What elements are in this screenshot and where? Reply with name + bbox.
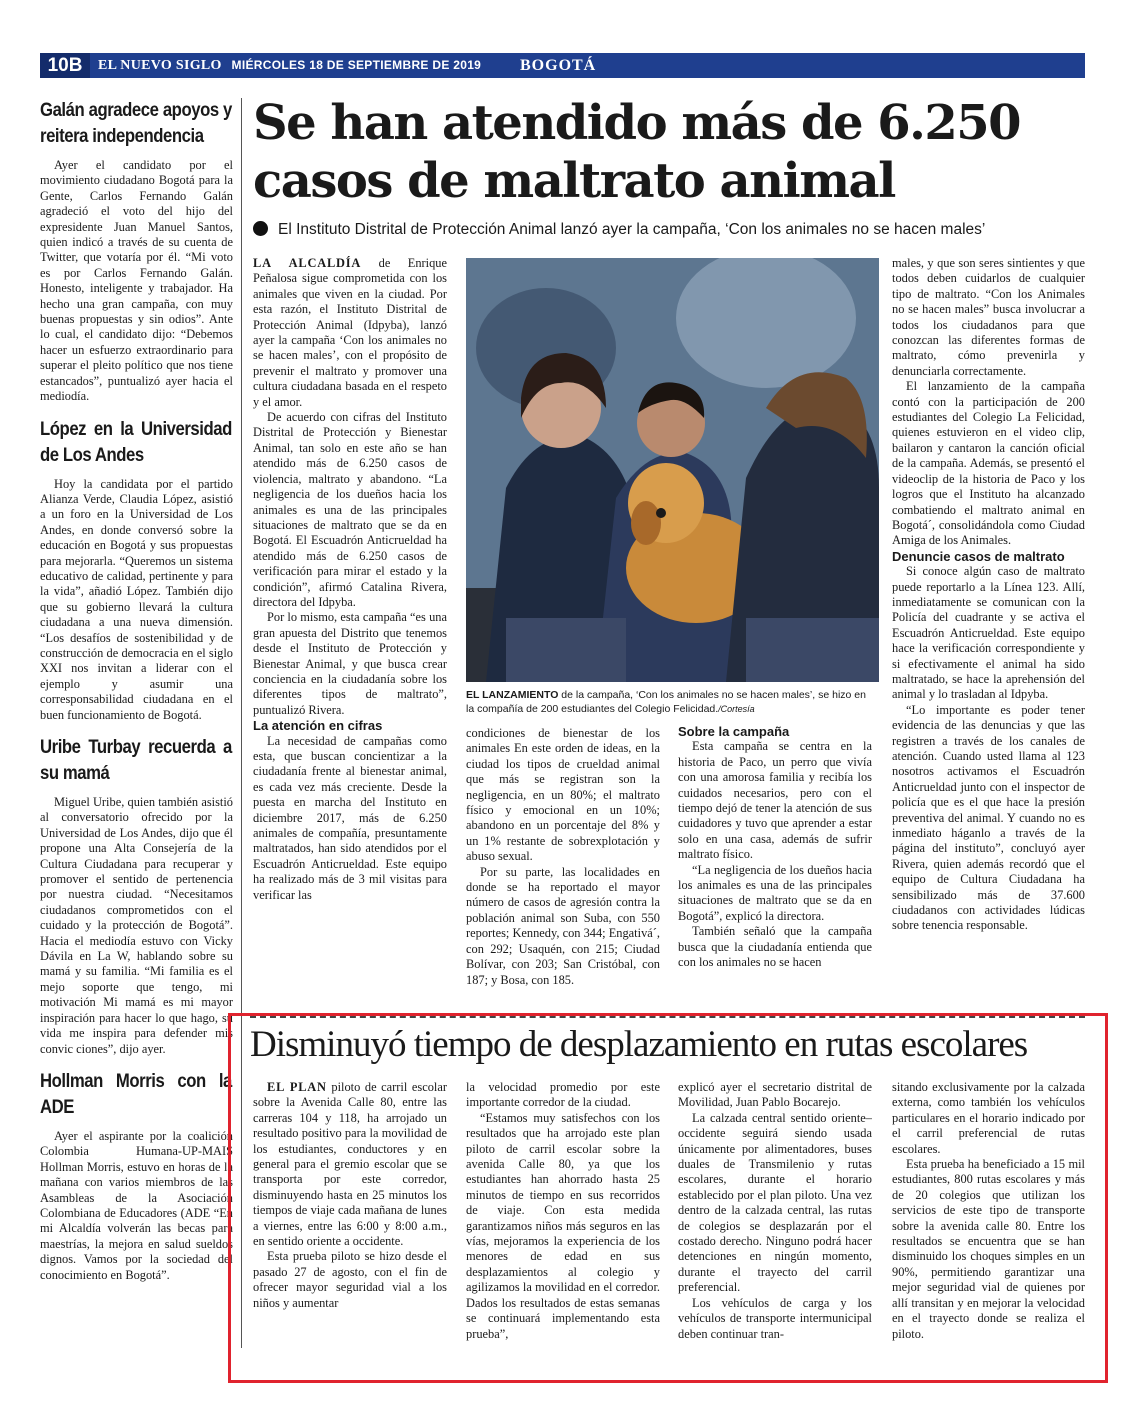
main-column-2 bbox=[466, 726, 660, 1008]
brief-title: Uribe Turbay recuerda a su mamá bbox=[40, 737, 232, 784]
main-column-3 bbox=[678, 720, 872, 1008]
main-headline: Se han atendido más de 6.250 casos de maltrato animal bbox=[253, 95, 1021, 209]
bullet-icon bbox=[253, 221, 268, 236]
newspaper-name: EL NUEVO SIGLO bbox=[98, 58, 222, 73]
paragraph: “Estamos muy satisfechos con los resultados que ha arrojado este plan piloto de carril escolar sobre la avenida Calle 80, ya que los estudiantes han ahorrado hasta 25 minutos de tiempo en sus recorridos de viaje. Con esta medida garantizamos niños más seguros en las vías, mejoramos la experiencia de los menores de edad en sus desplazamientos al colegio y agilizamos la movilidad en el corredor. Dados los resultados de estas semanas se continuará implementando esta prueba”, bbox=[466, 1110, 660, 1341]
brief-uribe bbox=[40, 735, 233, 1057]
paragraph: De acuerdo con cifras del Instituto Distrital de Protección y Bienestar Animal, tan solo en este año se han atendido más de 6.250 casos de violencia, maltrato y abandono. “La negligencia de los dueños hacia los animales es una de las principales situaciones de maltrato que se da en Bogotá. El Escuadrón Anticrueldad ha atendido más de 6.250 casos de verificación para mirar el estado y la condición”, afirmó Catalina Rivera, directora del Idpyba. bbox=[253, 410, 447, 609]
article-lead: LA ALCALDÍA bbox=[253, 256, 362, 270]
paragraph: Esta prueba ha beneficiado a 15 mil estudiantes, 800 rutas escolares y más de 20 colegios que utilizan los servicios de este tipo de transporte sobre la avenida calle 80. Entre los resultados se encuentra que se han disminuido los choques simples en un 90%, permitiendo garantizar una mejor seguridad vial de quienes por allí transitan y en mejorar la velocidad en el trayecto donde se realiza el piloto. bbox=[892, 1157, 1085, 1341]
photo-illustration bbox=[466, 258, 879, 682]
brief-body: Ayer el candidato por el movimiento ciudadano Bogotá para la Gente, Carlos Fernando Galán agradeció el voto del hijo del expresidente Juan Manuel Santos, quien indicó a través de su cuenta de Twitter, que votaría por él. “Mi voto es por Carlos Fernando Galán. Honesto, inteligente y trabajador. Ha hecho una gran campaña, con muy buenas propuestas y sin odios”. Ante lo cual, el candidato dijo: “Debemos hacer un esfuerzo extraordinario para superar el pleito político que nos tiene estancados”, puntualizó ayer hacia el mediodía. bbox=[40, 158, 233, 404]
brief-morris bbox=[40, 1069, 233, 1283]
main-column-1 bbox=[253, 256, 447, 1008]
section-subtitle: Denuncie casos de maltrato bbox=[892, 548, 1065, 564]
paragraph: Esta prueba piloto se hizo desde el pasado 27 de agosto, con el fin de ofrecer mayor seguridad vial a los niños y aumentar bbox=[253, 1249, 447, 1310]
caption-lead: EL LANZAMIENTO bbox=[466, 689, 559, 701]
paragraph: Esta campaña se centra en la historia de Paco, un perro que vivía con una amorosa familia y recibía los cuidados necesarios, pero con el tiempo dejó de tener la atención de sus cuidadores y tuvo que aprender a estar solo en una casa, además de sufrir maltrato físico. bbox=[678, 739, 872, 862]
paragraph: sitando exclusivamente por la calzada externa, como también los vehículos particulares en el horario indicado por el carril preferencial de rutas escolares. bbox=[892, 1080, 1085, 1156]
paragraph: Los vehículos de carga y los vehículos de transporte intermunicipal deben continuar tran- bbox=[678, 1295, 872, 1341]
sidebar-briefs bbox=[40, 98, 233, 1350]
brief-title: López en la Universidad de Los Andes bbox=[40, 418, 232, 466]
section-label: BOGOTÁ bbox=[520, 57, 597, 74]
bottom-headline: Disminuyó tiempo de desplazamiento en rutas escolares bbox=[250, 1024, 1028, 1065]
paragraph: Por su parte, las localidades en donde se ha reportado el mayor número de casos de agresión contra la población animal son Suba, con 550 reportes; Kennedy, con 344; Engativá´, con 292; Usaquén, con 215; Ciudad Bolívar, con 203; San Cristóbal, con 187; y Bosa, con 185. bbox=[466, 864, 660, 987]
section-subtitle: Sobre la campaña bbox=[678, 724, 790, 739]
brief-body: Miguel Uribe, quien también asistió al conversatorio ofrecido por la Universidad de Los Andes, dijo que él propone una Alta Consejería de la Cultura Ciudadana para recuperar y promover el sentido de pertenencia por nuestra ciudad. “Necesitamos ciudadanos comprometidos con el cuidado y la protección de Bogotá”. Hacia el mediodía estuvo con Vicky Dávila en La W, hablando sobre su mamá y su familia. “Mi familia es el mejo soporte que tengo, mi motivación Mi mamá es mi mayor inspiración para hacer lo que hago, su vida me inspira para defender mis convic ciones”, dijo ayer. bbox=[40, 795, 233, 1056]
bottom-column-1 bbox=[253, 1080, 447, 1360]
brief-lopez bbox=[40, 417, 233, 724]
issue-date: MIÉRCOLES 18 DE SEPTIEMBRE DE 2019 bbox=[231, 58, 482, 72]
bottom-column-4 bbox=[892, 1080, 1085, 1360]
paragraph: Si conoce algún caso de maltrato puede reportarlo a la Línea 123. Allí, inmediatamente se comunican con la Policía del cuadrante y se activa el Escuadrón Anticrueldad. Este equipo hace la verificación correspondiente y si efectivamente el animal ha sido maltratado, se hace la aprehensión del animal y lo trasladan al Idpyba. bbox=[892, 564, 1085, 702]
paragraph: piloto de carril escolar sobre la Avenida Calle 80, entre las carreras 104 y 118, ha arrojado un resultado positivo para la movilidad de los estudiantes, conductores y en general para el gremio escolar que se transporta por este corredor, disminuyendo hasta en 25 minutos los tiempos de viaje cada mañana de lunes a viernes, entre las 6:00 y 8:00 a.m., en sentido oriente a occidente. bbox=[253, 1080, 447, 1249]
brief-galan bbox=[40, 98, 233, 405]
paragraph: la velocidad promedio por este importante corredor de la ciudad. bbox=[466, 1080, 660, 1110]
campaign-photo bbox=[466, 258, 879, 682]
paragraph: explicó ayer el secretario distrital de Movilidad, Juan Pablo Bocarejo. bbox=[678, 1080, 872, 1110]
paragraph: males, y que son seres sintientes y que todos deben cuidarlos de cualquier tipo de maltrato. “Con los Animales no se hacen males” busca involucrar a todos los ciudadanos para que conozcan las diferentes formas de maltrato, cómo prevenirla y denunciarla correctamente. bbox=[892, 256, 1085, 378]
page-number: 10B bbox=[40, 53, 90, 78]
paragraph: “La negligencia de los dueños hacia los animales es una de las principales situaciones de maltrato que se da en Bogotá”, explicó la directora. bbox=[678, 862, 872, 923]
main-subhead bbox=[253, 220, 1083, 240]
bottom-column-3 bbox=[678, 1080, 872, 1360]
photo-caption bbox=[466, 688, 876, 716]
section-subtitle: La atención en cifras bbox=[253, 718, 383, 734]
article-lead: EL PLAN bbox=[267, 1080, 327, 1094]
caption-text: de la campaña, ‘Con los animales no se hacen males’, se hizo en la compañía de 200 estudiantes del Colegio Felicidad. bbox=[466, 689, 866, 715]
paragraph: condiciones de bienestar de los animales En este orden de ideas, en la ciudad los tipos de crueldad animal que más se registran son la negligencia, en un 80%; el maltrato físico y emocional en un 10%; abandono en un porcentaje del 8% y un 1% restante de sobrexplotación y abuso sexual. bbox=[466, 726, 660, 864]
paragraph: El lanzamiento de la campaña contó con la participación de 200 estudiantes del Colegio La Felicidad, quienes estuvieron en el video clip, bailaron y cantaron la canción oficial de la campaña. Además, se presentó el videoclip de la historia de Paco y los logros que el Instituto ha alcanzado combatiendo el maltrato animal en Bogotá´, consolidándola como Ciudad Amiga de los Animales. bbox=[892, 379, 1085, 548]
paragraph: La calzada central sentido oriente–occidente seguirá siendo usada únicamente por alimentadores, buses duales de Transmilenio y rutas escolares, durante el horario establecido por el plan piloto. Una vez dentro de la calzada central, las rutas de colegios se desplazarán por el costado derecho. Ninguno podrá hacer detenciones en ningún momento, durante el trayecto del carril preferencial. bbox=[678, 1110, 872, 1295]
photo-credit: /Cortesía bbox=[718, 704, 755, 714]
brief-body: Ayer el aspirante por la coalición Colombia Humana-UP-MAIS Hollman Morris, estuvo en horas de la mañana con varios miembros de las Asambleas de la Asociación Colombiana de Educadores (ADE “En mi Alcaldía volverán las becas para maestrías, la mejora en salud sueldos dignos. Vamos por la sociedad del conocimiento en Bogotá”. bbox=[40, 1128, 233, 1282]
main-column-4 bbox=[892, 256, 1085, 1008]
subhead-text: El Instituto Distrital de Protección Animal lanzó ayer la campaña, ‘Con los animales no se hacen males’ bbox=[278, 221, 986, 238]
brief-title: Galán agradece apoyos y reitera independencia bbox=[40, 100, 232, 147]
bottom-column-2 bbox=[466, 1080, 660, 1360]
brief-body: Hoy la candidata por el partido Alianza Verde, Claudia López, asistió a un foro en la Universidad de Los Andes, en donde conversó sobre la educación en Bogotá y sus propuestas para mejorarla. “Queremos un sistema educativo de calidad, pertinente y para la vida”, añadió López. También dijo que su gobierno llevará la cultura ciudadana a una nueva dimensión. “Los desafíos de sostenibilidad y de construcción de democracia en el siglo XXI nos invitan a liderar con el ejemplo y asumir una corresponsabilidad ciudadana en el buen funcionamiento de Bogotá. bbox=[40, 476, 233, 722]
paragraph: Por lo mismo, esta campaña “es una gran apuesta del Distrito que tenemos desde el Instituto de Protección y Bienestar Animal, y que busca crear conciencia en la ciudadanía sobre los diferentes tipos de maltrato”, puntualizó Rivera. bbox=[253, 610, 447, 717]
paragraph: “Lo importante es poder tener evidencia de las denuncias y que las registren a través de los canales de atención. Cuando usted llama al 123 nosotros activamos el Escuadrón Anticrueldad junto con el inspector de policía que es el que hace la presión preventiva del animal. Y cuando no es inmediato háganlo a través de la página del instituto”, concluyó ayer Rivera, quien además recordó que el equipo de Cultura Ciudadana ha sensibilizado más de 37.600 ciudadanos con actividades lúdicas sobre tenencia responsable. bbox=[892, 702, 1085, 933]
paragraph: La necesidad de campañas como esta, que buscan concientizar a la ciudadanía frente al bienestar animal, es cada vez más creciente. Desde la puesta en marcha del Instituto en diciembre 2017, más de 6.250 animales de compañía, presuntamente maltratados, han sido atendidos por el Escuadrón Anticrueldad. Este equipo ha realizado más de 3 mil visitas para verificar las bbox=[253, 733, 447, 902]
paragraph: También señaló que la campaña busca que la ciudadanía entienda que con los animales no se hacen bbox=[678, 924, 872, 970]
brief-title: Hollman Morris con la ADE bbox=[40, 1070, 232, 1118]
page-header bbox=[40, 53, 1085, 78]
paragraph: de Enrique Peñalosa sigue comprometida con los animales que viven en la ciudad. Por esta razón, el Instituto Distrital de Protección Animal (Idpyba), lanzó ayer la campaña ‘Con los animales no se hacen males’, con el propósito de prevenir el maltrato y promover una cultura ciudadana basada en el respeto y el amor. bbox=[253, 256, 447, 409]
masthead bbox=[98, 53, 481, 78]
article-separator bbox=[250, 1016, 1085, 1018]
